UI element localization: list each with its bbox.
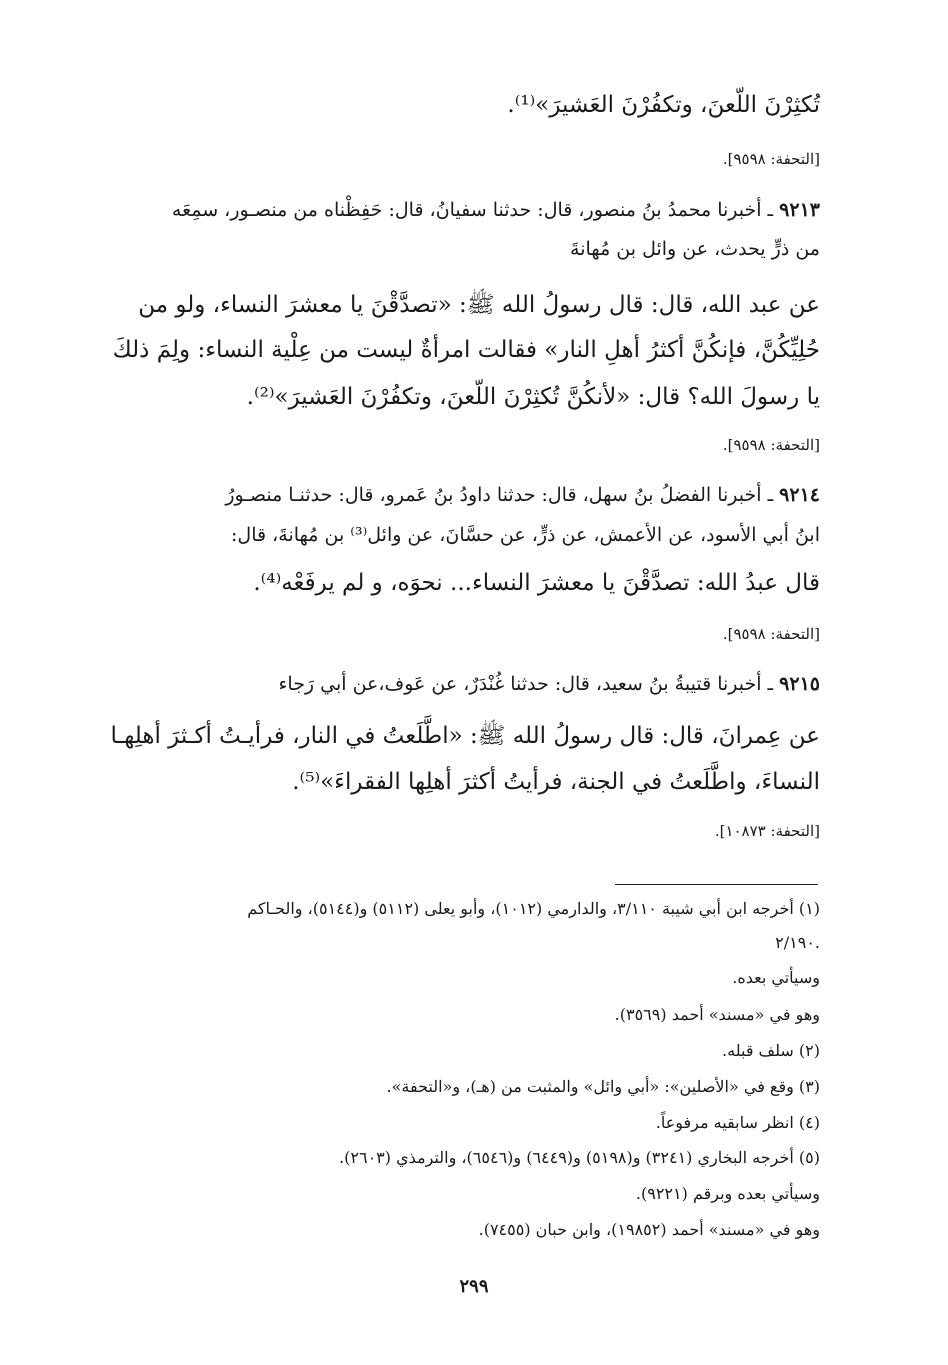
footnote-separator xyxy=(615,884,818,885)
footnote-line: وسيأتي بعده. xyxy=(732,968,820,987)
hadith-number: ٩٢١٣ xyxy=(779,199,820,221)
hadith-text: ـ أخبرنا محمدُ بنُ منصور، قال: حدثنا سفيانُ، قال: حَفِظْناه من منصـور، سمِعَه xyxy=(171,199,780,221)
footnote-line: وهو في «مسند» أحمد (١٩٨٥٢)، وابن حبان (٧٤٥٥). xyxy=(478,1220,820,1239)
hadith-9214-line: ابنُ أبي الأسود، عن الأعمش، عن ذرٍّ، عن حسَّانَ، عن وائل⁽³⁾ بن مُهانةَ، قال: xyxy=(231,524,820,546)
footnote-line: (٥) أخرجه البخاري (٣٢٤١) و(٥١٩٨) و(٦٤٤٩) و(٦٥٤٦)، والترمذي (٢٦٠٣). xyxy=(339,1148,820,1167)
hadith-text: ـ أخبرنا قتيبةُ بنُ سعيد، قال: حدثنا غُنْدَرٌ، عن عَوف،عن أبي رَجاء xyxy=(278,673,780,695)
hadith-9213-line: يا رسولَ الله؟ قال: «لأنكُنَّ تُكثِرْنَ اللّعنَ، وتكفُرْنَ العَشيرَ»⁽²⁾. xyxy=(246,384,820,410)
tuhfa-reference: [التحفة: ٩٥٩٨]. xyxy=(722,625,820,643)
hadith-9213-line xyxy=(172,199,820,221)
footnote-line: (٢) سلف قبله. xyxy=(722,1041,820,1060)
hadith-9215-line: النساءَ، واطَّلَعتُ في الجنة، فرأيتُ أكثرَ أهلِها الفقراءَ»⁽⁵⁾. xyxy=(292,769,820,795)
footnote-line: وسيأتي بعده وبرقم (٩٢٢١). xyxy=(635,1184,820,1203)
hadith-9213-line: من ذرٍّ يحدث، عن وائل بن مُهانةَ xyxy=(570,238,820,260)
footnote-line: وهو في «مسند» أحمد (٣٥٦٩). xyxy=(614,1005,820,1024)
text-line: تُكثِرْنَ اللّعنَ، وتكفُرْنَ العَشيرَ»⁽¹⁾. xyxy=(507,92,820,118)
hadith-9215-line xyxy=(278,673,820,695)
tuhfa-reference: [التحفة: ١٠٨٧٣]. xyxy=(714,822,820,840)
hadith-number: ٩٢١٥ xyxy=(779,673,820,695)
hadith-9214-line: قال عبدُ الله: تصدَّقْنَ يا معشرَ النساء... نحوَه، و لم يرفَعْه⁽⁴⁾. xyxy=(253,570,820,596)
hadith-text: ـ أخبرنا الفضلُ بنُ سهل، قال: حدثنا داودُ بنُ عَمرو، قال: حدثنـا منصـورُ xyxy=(225,484,780,506)
footnote-line: (٤) انظر سابقيه مرفوعاً. xyxy=(655,1113,820,1132)
footnote-line: (١) أخرجه ابن أبي شيبة ٣/١١٠، والدارمي (١٠١٢)، وأبو يعلى (٥١١٢) و(٥١٤٤)، والحـاكم xyxy=(247,899,820,918)
page-number: ٢٩٩ xyxy=(459,1276,489,1297)
footnote-line: ٢/١٩٠. xyxy=(775,933,820,952)
hadith-number: ٩٢١٤ xyxy=(779,484,820,506)
footnote-line: (٣) وقع في «الأصلين»: «أبي وائل» والمثبت من (هـ)، و«التحفة». xyxy=(386,1077,820,1096)
hadith-9215-line: عن عِمرانَ، قال: قال رسولُ الله ﷺ: «اطَّلَعتُ في النار، فرأيـتُ أكـثرَ أهلِهـا xyxy=(110,723,820,749)
hadith-9213-line: حُلِيِّكُنَّ، فإنكُنَّ أكثرُ أهلِ النار» فقالت امرأةٌ ليست من عِلْية النساء: ولِمَ ذلكَ xyxy=(112,337,820,363)
tuhfa-reference: [التحفة: ٩٥٩٨]. xyxy=(722,436,820,454)
tuhfa-reference: [التحفة: ٩٥٩٨]. xyxy=(722,150,820,168)
hadith-9213-line: عن عبد الله، قال: قال رسولُ الله ﷺ: «تصدَّقْنَ يا معشرَ النساء، ولو من xyxy=(138,292,820,318)
hadith-9214-line xyxy=(225,484,820,506)
